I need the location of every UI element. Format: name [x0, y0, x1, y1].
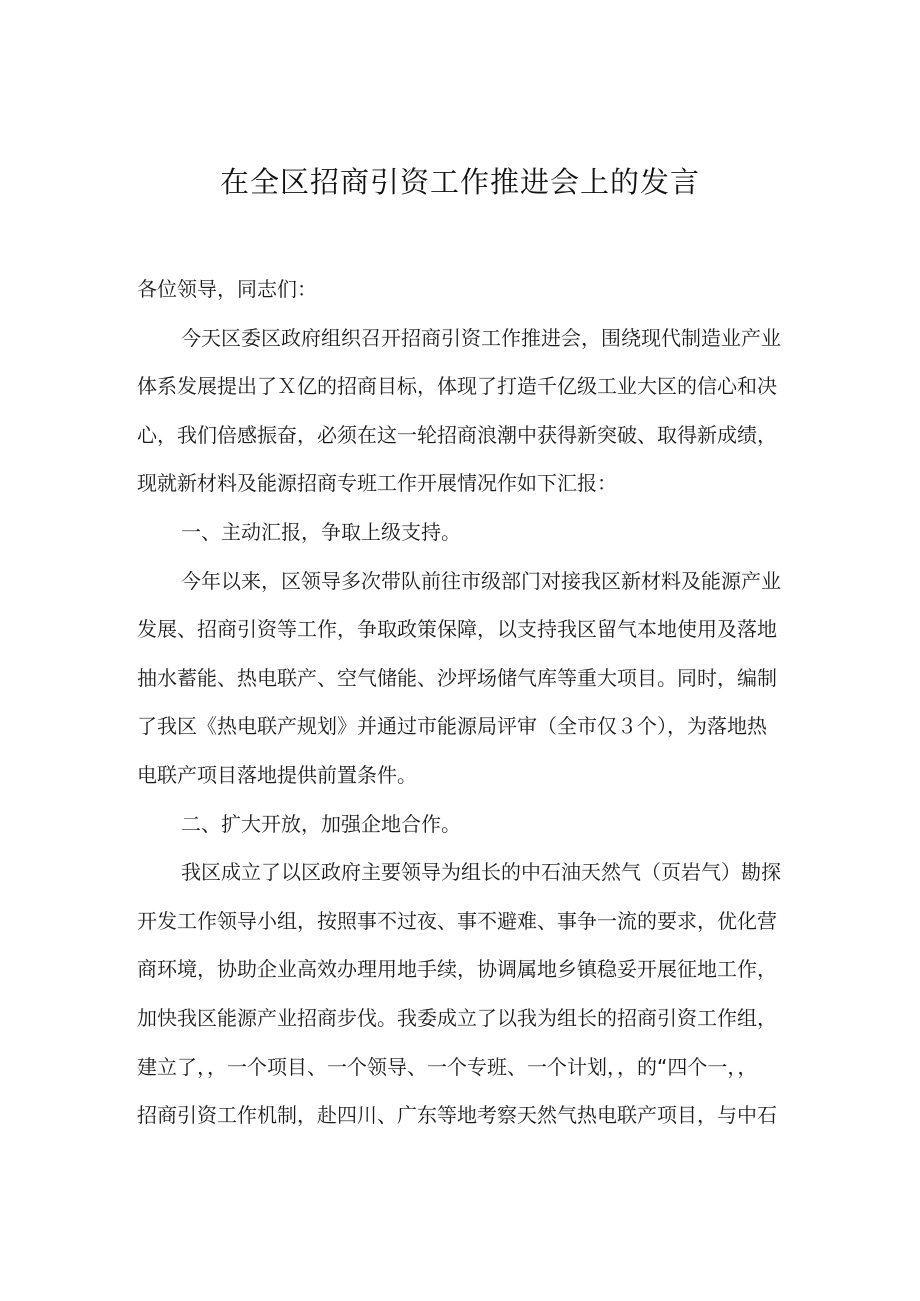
document-title: 在全区招商引资工作推进会上的发言: [219, 165, 700, 199]
paragraph-line: 抽水蓄能、热电联产、空气储能、沙坪场储气库等重大项目。同时，编制: [137, 665, 777, 690]
paragraph-line: 今天区委区政府组织召开招商引资工作推进会，围绕现代制造业产业: [181, 325, 781, 350]
paragraph-line: 我区成立了以区政府主要领导为组长的中石油天然气（页岩气）勘探: [181, 860, 781, 885]
section-heading: 一、主动汇报，争取上级支持。: [181, 519, 461, 544]
paragraph-line: 电联产项目落地提供前置条件。: [137, 762, 417, 787]
paragraph-line: 建立了，，一个项目、一个领导、一个专班、一个计划，，的“四个一，，: [137, 1054, 758, 1079]
section-heading: 二、扩大开放，加强企地合作。: [181, 811, 461, 836]
paragraph-line: 现就新材料及能源招商专班工作开展情况作如下汇报：: [137, 471, 617, 496]
paragraph-line: 心，我们倍感振奋，必须在这一轮招商浪潮中获得新突破、取得新成绩，: [137, 422, 777, 447]
paragraph-line: 商环境，协助企业高效办理用地手续，协调属地乡镇稳妥开展征地工作，: [137, 957, 777, 982]
document-body: [137, 265, 787, 1140]
paragraph-line: 今年以来，区领导多次带队前往市级部门对接我区新材料及能源产业: [181, 568, 781, 593]
salutation: 各位领导，同志们：: [137, 277, 317, 301]
paragraph-line: 加快我区能源产业招商步伐。我委成立了以我为组长的招商引资工作组，: [137, 1005, 777, 1030]
paragraph-line: 招商引资工作机制，赴四川、广东等地考察天然气热电联产项目，与中石: [137, 1103, 777, 1128]
paragraph-line: 发展、招商引资等工作，争取政策保障，以支持我区留气本地使用及落地: [137, 617, 777, 642]
paragraph-line: 开发工作领导小组，按照事不过夜、事不避难、事争一流的要求，优化营: [137, 908, 777, 933]
paragraph-line: 了我区《热电联产规划》并通过市能源局评审（全市仅３个），为落地热: [137, 714, 767, 739]
paragraph-line: 体系发展提出了Ｘ亿的招商目标，体现了打造千亿级工业大区的信心和决: [137, 374, 777, 399]
